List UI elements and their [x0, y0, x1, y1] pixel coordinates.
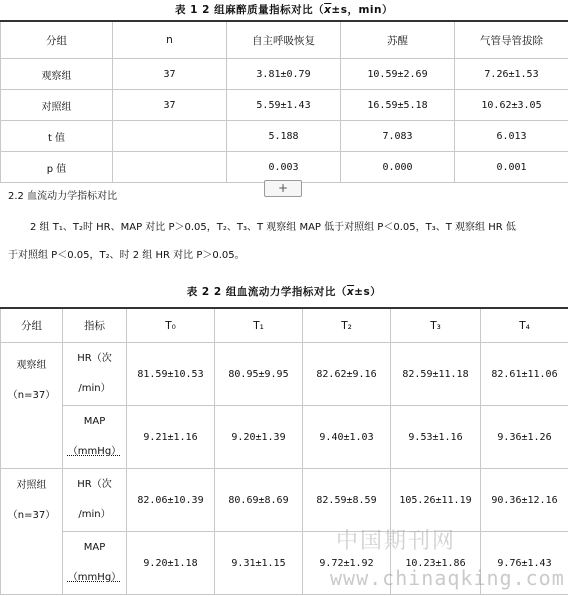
table-cell: 9.31±1.15: [215, 532, 303, 595]
group-size: （n=37）: [7, 510, 56, 521]
mean-symbol: $\overline{x}$: [324, 4, 332, 16]
table-cell: 7.083: [341, 121, 455, 152]
table-cell: 0.001: [455, 152, 568, 183]
table-cell: 16.59±5.18: [341, 90, 455, 121]
table-header-row: [1, 308, 568, 343]
table-cell: 80.95±9.95: [215, 343, 303, 406]
table-cell: 82.59±11.18: [391, 343, 481, 406]
metric-unit: /min）: [78, 383, 111, 394]
mean-symbol: $\overline{x}$: [346, 286, 355, 298]
header-cell: 分组: [1, 308, 63, 343]
table-cell: 90.36±12.16: [481, 469, 568, 532]
table1-caption-prefix: 表 1 2 组麻醉质量指标对比（: [175, 4, 325, 16]
table-row: [1, 121, 568, 152]
section-paragraph-line1: 2 组 T₁、T₂时 HR、MAP 对比 P＞0.05，T₂、T₃、T 观察组 MAP 低于对照组 P＜0.05，T₃、T 观察组 HR 低: [30, 222, 516, 233]
watermark-url: www.chinaqking.com: [330, 566, 565, 590]
table-header-row: [1, 21, 568, 59]
group-cell: [1, 343, 63, 469]
table-cell: 0.000: [341, 152, 455, 183]
header-cell: T₁: [215, 308, 303, 343]
table-cell: 82.59±8.59: [303, 469, 391, 532]
table-cell: 82.06±10.39: [127, 469, 215, 532]
table-cell: 3.81±0.79: [227, 59, 341, 90]
group-name: 对照组: [16, 480, 47, 491]
table-cell: 观察组: [1, 59, 113, 90]
table-cell: 81.59±10.53: [127, 343, 215, 406]
table-row: [1, 343, 568, 406]
header-cell: T₂: [303, 308, 391, 343]
group-cell: [1, 469, 63, 595]
table-row: [1, 406, 568, 469]
section-heading: 2.2 血流动力学指标对比: [8, 191, 118, 202]
table-row: [1, 59, 568, 90]
table-cell: 9.21±1.16: [127, 406, 215, 469]
hemodynamics-table: [0, 307, 568, 595]
section-paragraph-line2: 于对照组 P＜0.05，T₂、时 2 组 HR 对比 P＞0.05。: [8, 250, 245, 261]
header-cell: T₀: [127, 308, 215, 343]
table1-caption-suffix: ±s，min）: [331, 4, 393, 16]
metric-unit: /min）: [78, 509, 111, 520]
table-cell: 37: [113, 90, 227, 121]
table-cell: 9.53±1.16: [391, 406, 481, 469]
metric-name: HR（次: [77, 353, 112, 364]
table-cell: 105.26±11.19: [391, 469, 481, 532]
table-row: [1, 152, 568, 183]
table-cell: 10.59±2.69: [341, 59, 455, 90]
metric-cell: [63, 532, 127, 595]
metric-name: HR（次: [77, 479, 112, 490]
table-cell: 9.40±1.03: [303, 406, 391, 469]
anesthesia-quality-table: [0, 20, 568, 183]
table-cell: 37: [113, 59, 227, 90]
table1-caption: [0, 2, 568, 17]
table-row: [1, 469, 568, 532]
table-cell: p 值: [1, 152, 113, 183]
table2-caption-prefix: 表 2 2 组血流动力学指标对比（: [186, 286, 347, 298]
table2-caption-suffix: ±s）: [354, 286, 382, 298]
header-cell: 苏醒: [341, 21, 455, 59]
metric-cell: [63, 469, 127, 532]
table-cell: [113, 152, 227, 183]
table-cell: t 值: [1, 121, 113, 152]
table2-caption: [0, 284, 568, 299]
header-cell: 分组: [1, 21, 113, 59]
table-cell: 0.003: [227, 152, 341, 183]
table-cell: [113, 121, 227, 152]
header-cell: 气管导管拔除: [455, 21, 568, 59]
metric-name: MAP: [83, 416, 106, 427]
table-cell: 9.20±1.39: [215, 406, 303, 469]
header-cell: 指标: [63, 308, 127, 343]
table-row: [1, 90, 568, 121]
header-cell: 自主呼吸恢复: [227, 21, 341, 59]
group-name: 观察组: [16, 360, 47, 371]
header-cell: T₄: [481, 308, 568, 343]
table-cell: 82.62±9.16: [303, 343, 391, 406]
table-cell: 7.26±1.53: [455, 59, 568, 90]
table-cell: 9.36±1.26: [481, 406, 568, 469]
table-cell: 9.20±1.18: [127, 532, 215, 595]
watermark-text: 中国期刊网: [336, 529, 457, 554]
table-cell: 5.188: [227, 121, 341, 152]
metric-cell: [63, 406, 127, 469]
table-cell: 10.23±1.86: [391, 532, 481, 595]
header-cell: n: [113, 21, 227, 59]
table-cell: 10.62±3.05: [455, 90, 568, 121]
metric-unit: （mmHg）: [67, 572, 122, 583]
metric-unit: （mmHg）: [67, 446, 122, 457]
metric-name: MAP: [83, 542, 106, 553]
table-cell: 80.69±8.69: [215, 469, 303, 532]
table-cell: 5.59±1.43: [227, 90, 341, 121]
table-cell: 82.61±11.06: [481, 343, 568, 406]
table-cell: 6.013: [455, 121, 568, 152]
table-cell: 9.72±1.92: [303, 532, 391, 595]
table-cell: 对照组: [1, 90, 113, 121]
header-cell: T₃: [391, 308, 481, 343]
metric-cell: [63, 343, 127, 406]
plus-icon: +: [277, 181, 289, 195]
table-cell: 9.76±1.43: [481, 532, 568, 595]
group-size: （n=37）: [7, 390, 56, 401]
